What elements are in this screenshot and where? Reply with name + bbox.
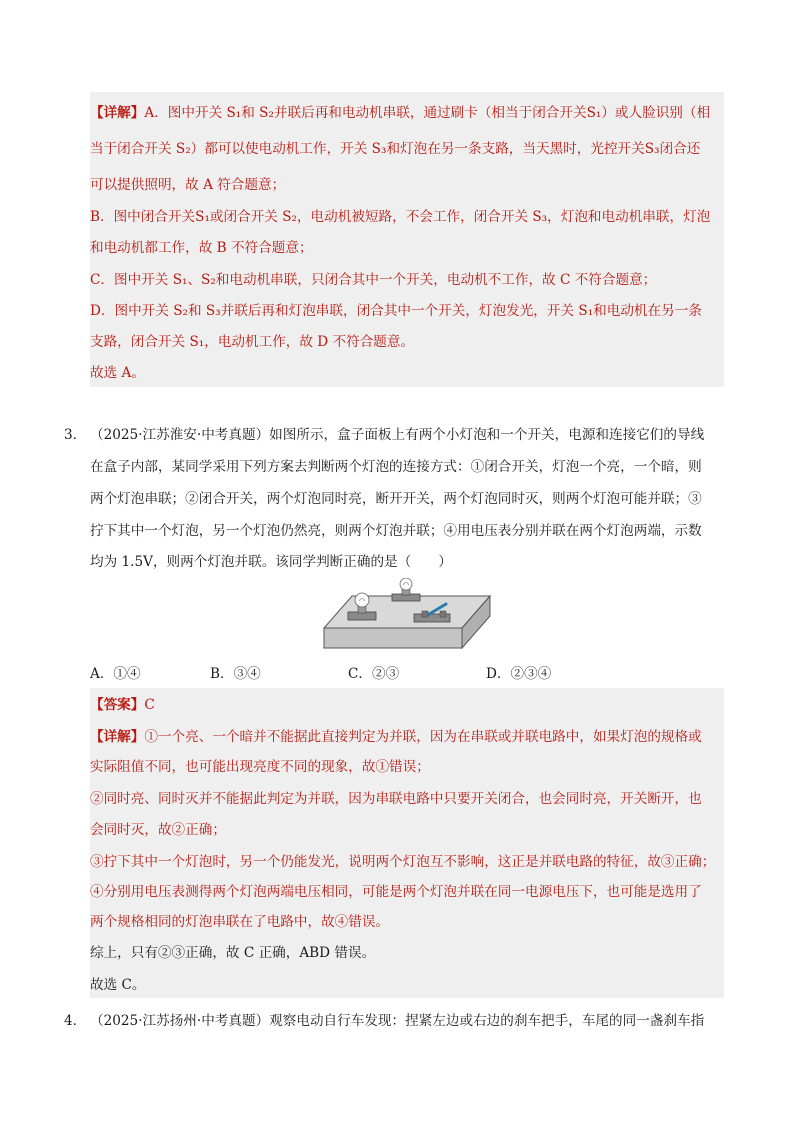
question-line: 在盒子内部，某同学采用下列方案去判断两个灯泡的连接方式：①闭合开关，灯泡一个亮，一个暗，则	[90, 459, 702, 475]
question-line: 拧下其中一个灯泡，另一个灯泡仍然亮，则两个灯泡并联；④用电压表分别并联在两个灯泡两端，示数	[90, 523, 702, 539]
question-line: （2025·江苏扬州·中考真题）观察电动自行车发现：捏紧左边或右边的刹车把手，车尾的同一盏刹车指	[90, 1013, 705, 1029]
option-c: C．②③	[348, 666, 400, 682]
option-a: A．①④	[90, 666, 141, 682]
solution-line	[90, 104, 726, 122]
detail-line: 两个规格相同的灯泡串联在了电路中，故④错误。	[90, 914, 390, 930]
summary-line: 综上，只有②③正确，故 C 正确，ABD 错误。	[90, 945, 376, 961]
question-line: 均为 1.5V，则两个灯泡并联。该同学判断正确的是（ ）	[90, 554, 453, 570]
answer-value: C	[144, 697, 155, 713]
detail-line: ②同时亮、同时灭并不能据此判定为并联，因为串联电路中只要开关闭合，也会同时亮，开关断开，也	[90, 791, 702, 807]
circuit-box-figure	[322, 578, 492, 658]
question-line: （2025·江苏淮安·中考真题）如图所示，盒子面板上有两个小灯泡和一个开关，电源和连接它们的导线	[90, 427, 705, 443]
detail-line	[90, 728, 726, 746]
detail-line: ③拧下其中一个灯泡时，另一个仍能发光，说明两个灯泡互不影响，这正是并联电路的特征，故③正确；	[90, 854, 716, 870]
solution-line: 故选 A。	[90, 365, 145, 381]
solution-line: D．图中开关 S₂和 S₃并联后再和灯泡串联，闭合其中一个开关，灯泡发光，开关 S₁和电动机在另一条	[90, 303, 702, 319]
detail-line: 会同时灭，故②正确；	[90, 822, 226, 838]
detail-line: ④分别用电压表测得两个灯泡两端电压相同，可能是两个灯泡并联在同一电源电压下，也可能是选用了	[90, 884, 702, 900]
detail-text: ①一个亮、一个暗并不能据此直接判定为并联，因为在串联或并联电路中，如果灯泡的规格或	[144, 729, 702, 745]
solution-line: C．图中开关 S₁、S₂和电动机串联，只闭合其中一个开关，电动机不工作，故 C 不符合题意；	[90, 272, 657, 288]
answer-tag: 【答案】	[90, 697, 145, 713]
detail-tag: 【详解】	[90, 729, 145, 745]
solution-line: 当于闭合开关 S₂）都可以使电动机工作，开关 S₃和灯泡在另一条支路，当天黑时，光控开关S₃闭合还	[90, 141, 701, 157]
question-number: 3．	[64, 427, 87, 443]
detail-tag: 【详解】	[90, 105, 145, 121]
detail-text: A．图中开关 S₁和 S₂并联后再和电动机串联，通过刷卡（相当于闭合开关S₁）或人脸识别（相	[144, 105, 711, 121]
solution-line: 和电动机都工作，故 B 不符合题意；	[90, 240, 313, 256]
answer-line	[90, 696, 726, 714]
conclusion-line: 故选 C。	[90, 977, 146, 993]
solution-line: B．图中闭合开关S₁或闭合开关 S₂，电动机被短路，不会工作，闭合开关 S₃，灯泡和电动机串联，灯泡	[90, 209, 711, 225]
question-number: 4．	[64, 1013, 87, 1029]
solution-line: 支路，闭合开关 S₁，电动机工作，故 D 不符合题意。	[90, 334, 415, 350]
option-b: B．③④	[210, 666, 261, 682]
option-d: D．②③④	[486, 666, 552, 682]
detail-line: 实际阻值不同，也可能出现亮度不同的现象，故①错误；	[90, 759, 430, 775]
question-line: 两个灯泡串联；②闭合开关，两个灯泡同时亮，断开开关，两个灯泡同时灭，则两个灯泡可能并联；③	[90, 491, 702, 507]
solution-line: 可以提供照明，故 A 符合题意；	[90, 177, 286, 193]
